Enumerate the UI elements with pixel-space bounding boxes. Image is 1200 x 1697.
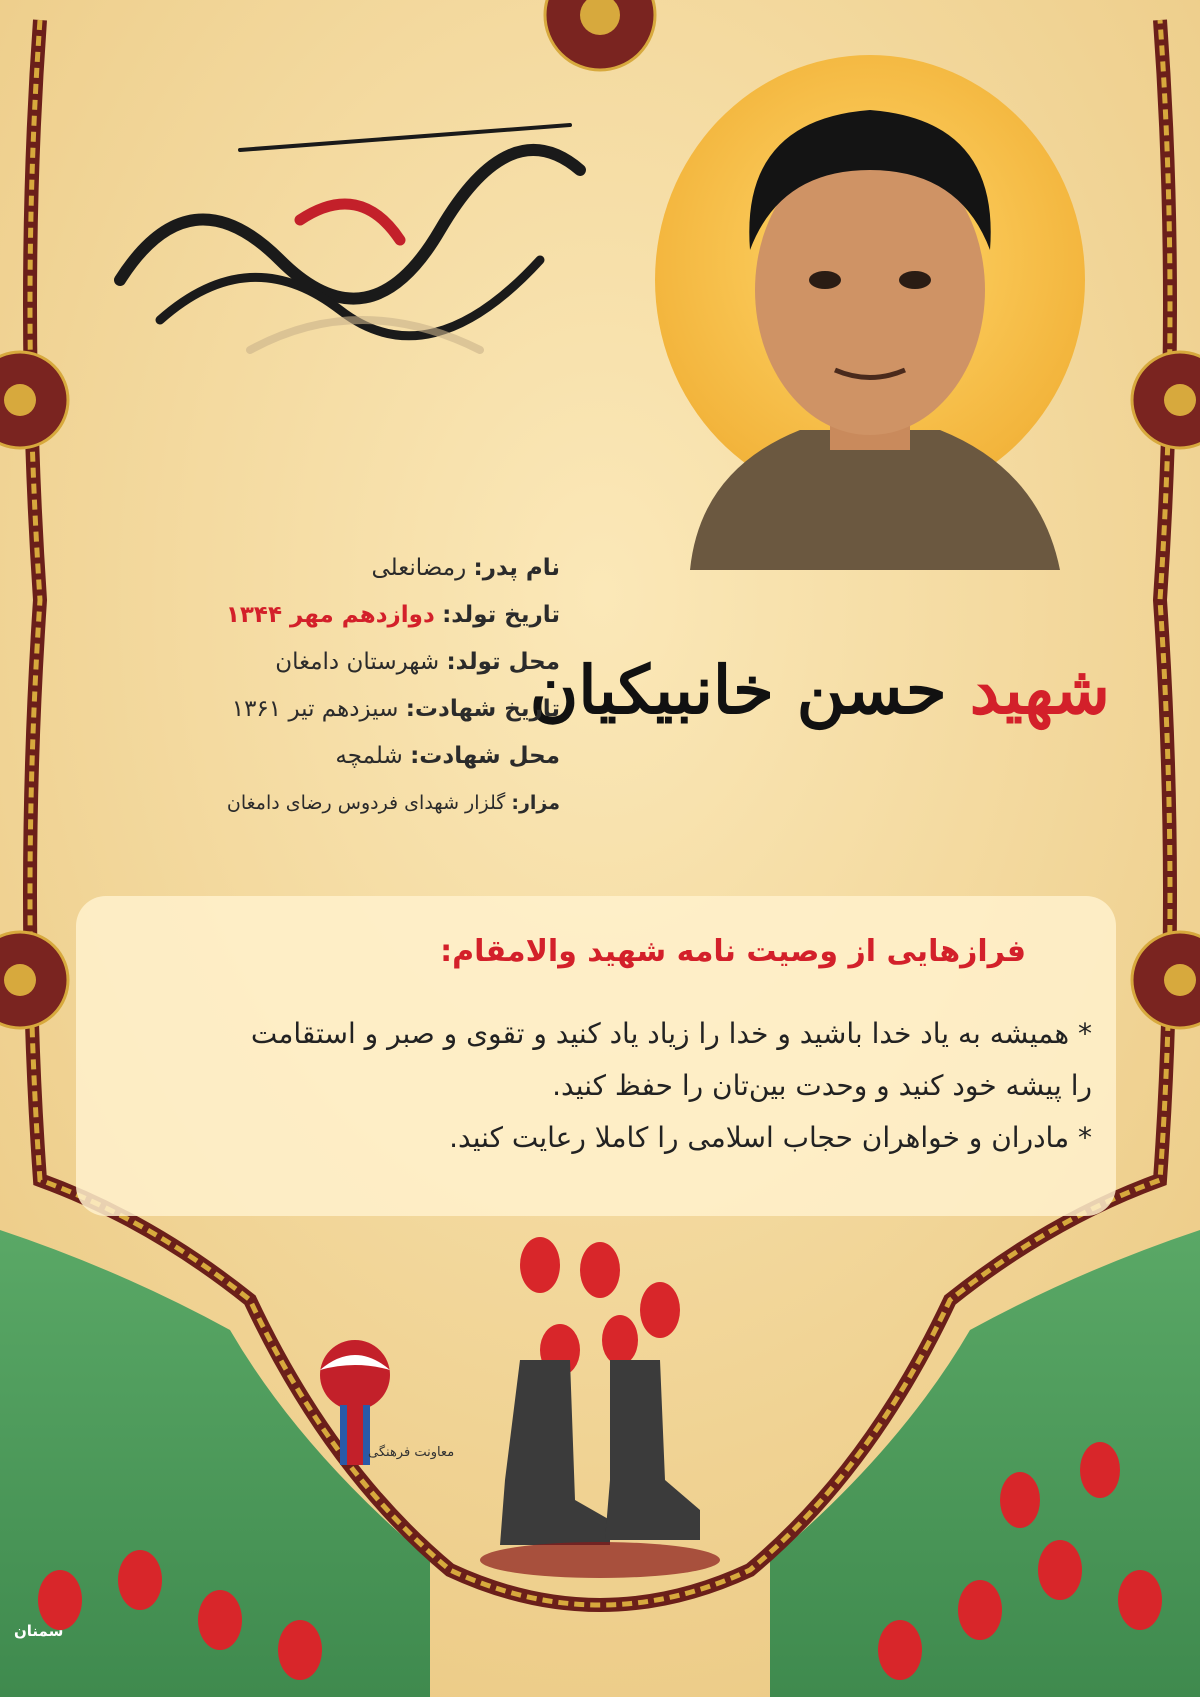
calligraphy-motto xyxy=(100,110,600,370)
will-title: فرازهایی از وصیت نامه شهید والامقام: xyxy=(440,934,1026,969)
will-text xyxy=(100,1008,1092,1164)
info-row-birth-place: محل تولد: شهرستان دامغان xyxy=(275,649,560,675)
info-row-martyrdom-place: محل شهادت: شلمچه xyxy=(335,743,560,769)
name-prefix: شهید xyxy=(969,651,1110,729)
martyr-portrait xyxy=(630,50,1110,570)
biography-info xyxy=(100,545,560,827)
will-excerpt-box xyxy=(76,896,1116,1216)
will-line: * همیشه به یاد خدا باشید و خدا را زیاد یاد کنید و تقوی و صبر و استقامت xyxy=(250,1017,1092,1050)
martyr-name: حسن خانبیکیان xyxy=(529,651,947,729)
will-line: * مادران و خواهران حجاب اسلامی را کاملا رعایت کنید. xyxy=(449,1121,1092,1154)
will-line: را پیشه خود کنید و وحدت بین‌تان را حفظ کنید. xyxy=(552,1069,1092,1102)
info-row-martyrdom-date: تاریخ شهادت: سیزدهم تیر ۱۳۶۱ xyxy=(231,696,560,722)
corner-brand: سمنان xyxy=(14,1622,64,1640)
info-row-grave: مزار: گلزار شهدای فردوس رضای دامغان xyxy=(226,792,560,814)
info-row-birth-date: تاریخ تولد: دوازدهم مهر ۱۳۴۴ xyxy=(225,602,560,628)
logo-caption: معاونت فرهنگی xyxy=(368,1445,455,1460)
martyr-name-heading xyxy=(529,590,1110,790)
info-row-father: نام پدر: رمضانعلی xyxy=(371,555,560,581)
